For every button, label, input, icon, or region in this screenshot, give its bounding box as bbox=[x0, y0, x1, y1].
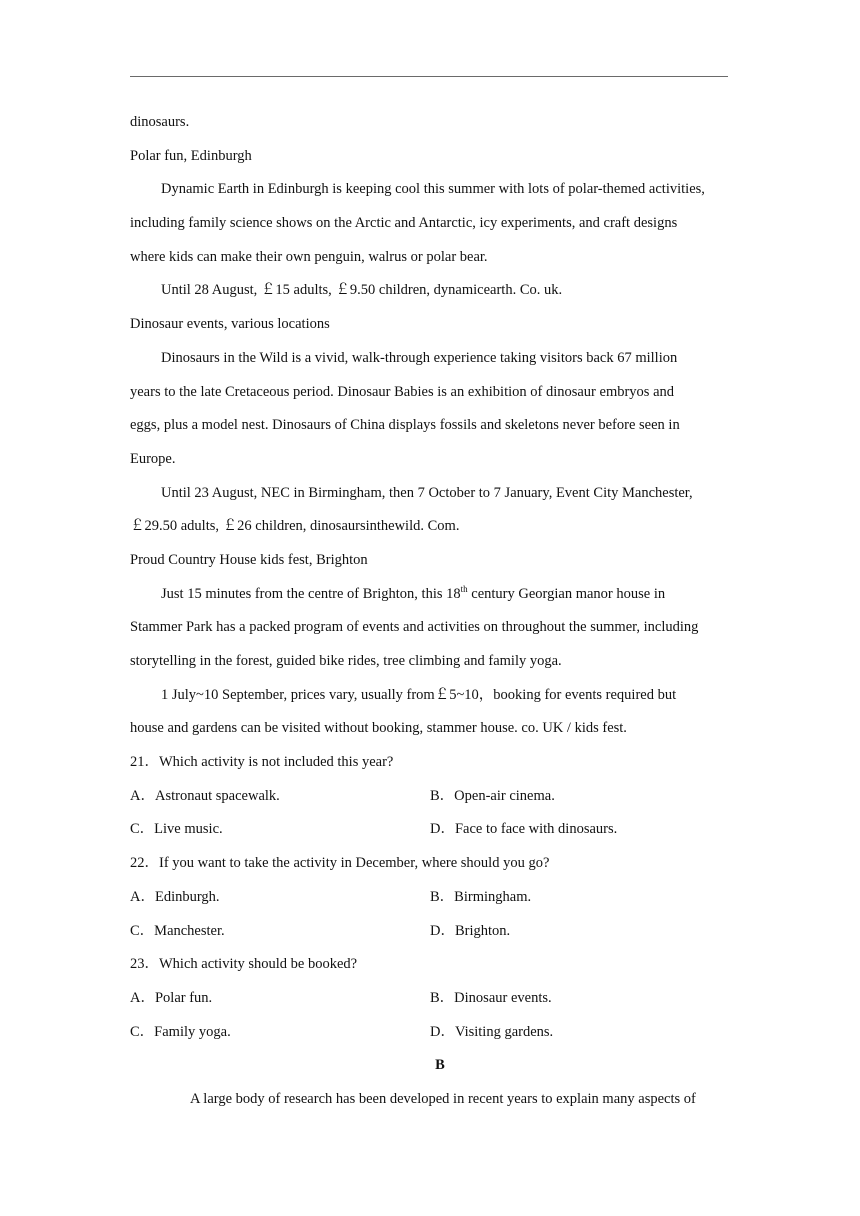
passage-line: including family science shows on the Arctic and Antarctic, icy experiments, and craft designs bbox=[130, 215, 678, 232]
section-heading-kids-fest: Proud Country House kids fest, Brighton bbox=[130, 551, 368, 568]
option: D．Face to face with dinosaurs. bbox=[430, 821, 618, 838]
passage-line: storytelling in the forest, guided bike rides, tree climbing and family yoga. bbox=[130, 653, 562, 669]
option-row bbox=[130, 982, 750, 1016]
section-b-heading: B bbox=[435, 1057, 445, 1074]
passage-line-price: ￡29.50 adults, ￡26 children, dinosaursinthewild. Com. bbox=[130, 518, 460, 535]
passage-line: where kids can make their own penguin, walrus or polar bear. bbox=[130, 248, 488, 265]
option-row bbox=[130, 881, 750, 915]
option: D．Brighton. bbox=[430, 922, 511, 939]
question-stem: 22．If you want to take the activity in December, where should you go? bbox=[130, 855, 550, 872]
option-row bbox=[130, 915, 750, 949]
header-rule bbox=[130, 76, 728, 77]
option: B．Open-air cinema. bbox=[430, 787, 555, 804]
passage-text: century Georgian manor house in bbox=[467, 585, 666, 602]
option: C．Manchester. bbox=[130, 922, 225, 939]
passage-line bbox=[130, 578, 750, 612]
passage-line-price: Until 28 August, ￡15 adults, ￡9.50 children, dynamicearth. Co. uk. bbox=[161, 282, 563, 299]
option: C．Live music. bbox=[130, 821, 223, 838]
option: A．Edinburgh. bbox=[130, 888, 220, 905]
passage-line: Stammer Park has a packed program of events and activities on throughout the summer, including bbox=[130, 619, 699, 636]
question-stem: 23．Which activity should be booked? bbox=[130, 956, 358, 973]
option: A．Astronaut spacewalk. bbox=[130, 787, 280, 804]
passage-line: Europe. bbox=[130, 450, 176, 467]
passage-line-price: 1 July~10 September, prices vary, usually from￡5~10，booking for events required but bbox=[161, 686, 677, 703]
document-page bbox=[130, 106, 750, 1117]
option-row bbox=[130, 780, 750, 814]
option: A．Polar fun. bbox=[130, 989, 213, 1006]
option: B．Birmingham. bbox=[430, 888, 532, 905]
passage-line: house and gardens can be visited without booking, stammer house. co. UK / kids fest. bbox=[130, 720, 627, 737]
passage-text: Just 15 minutes from the centre of Brighton, this 18 bbox=[161, 585, 461, 602]
option: C．Family yoga. bbox=[130, 1023, 231, 1040]
section-heading-polar-fun: Polar fun, Edinburgh bbox=[130, 147, 252, 164]
passage-line: eggs, plus a model nest. Dinosaurs of China displays fossils and skeletons never before seen in bbox=[130, 417, 680, 434]
passage-line-price: Until 23 August, NEC in Birmingham, then 7 October to 7 January, Event City Manchester, bbox=[161, 484, 693, 501]
passage-line: years to the late Cretaceous period. Dinosaur Babies is an exhibition of dinosaur embryos and bbox=[130, 383, 675, 400]
passage-line: A large body of research has been developed in recent years to explain many aspects of bbox=[190, 1090, 696, 1107]
section-heading-dinosaur-events: Dinosaur events, various locations bbox=[130, 316, 330, 333]
question-stem: 21．Which activity is not included this year? bbox=[130, 754, 394, 771]
option: B．Dinosaur events. bbox=[430, 989, 552, 1006]
superscript: th bbox=[460, 583, 468, 594]
option: D．Visiting gardens. bbox=[430, 1023, 554, 1040]
passage-line: dinosaurs. bbox=[130, 114, 190, 130]
passage-line: Dinosaurs in the Wild is a vivid, walk-through experience taking visitors back 67 million bbox=[161, 349, 678, 366]
option-row bbox=[130, 813, 750, 847]
passage-line: Dynamic Earth in Edinburgh is keeping cool this summer with lots of polar-themed activities, bbox=[161, 181, 705, 198]
option-row bbox=[130, 1016, 750, 1050]
